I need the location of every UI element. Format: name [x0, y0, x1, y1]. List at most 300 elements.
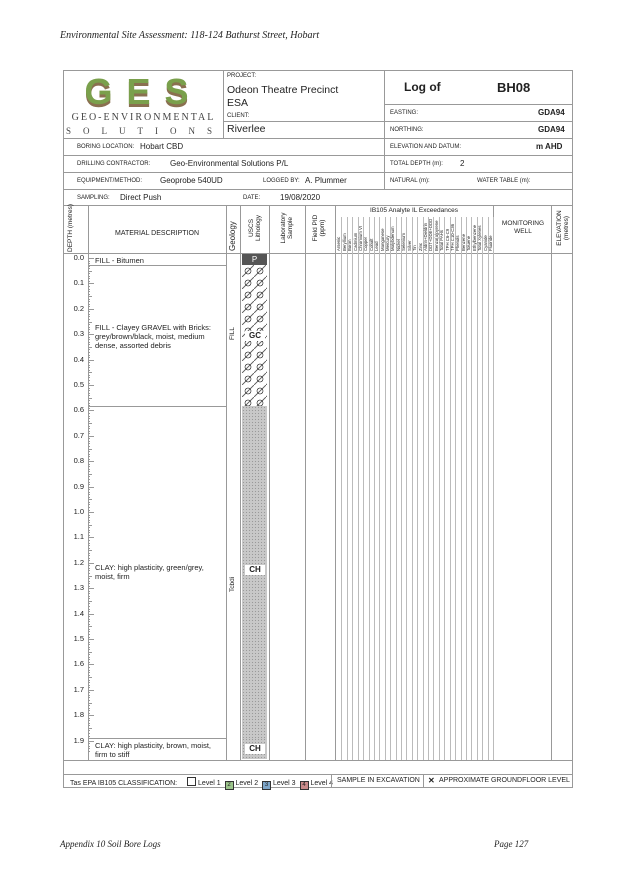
analyte-column-line — [406, 217, 407, 760]
depth-tick — [88, 634, 90, 635]
lab-sample-column-header: Laboratory Sample — [280, 212, 294, 244]
level2-swatch: 2 — [225, 781, 234, 790]
analyte-label: Tin — [412, 245, 418, 251]
depth-label: 1.6 — [73, 659, 84, 669]
analyte-column-line — [428, 217, 429, 760]
analyte-label: Selenium — [401, 233, 407, 251]
depth-tick — [88, 344, 90, 345]
analyte-column-line — [471, 217, 472, 760]
depth-label: 0.8 — [73, 456, 84, 466]
footer-left: Appendix 10 Soil Bore Logs — [60, 839, 161, 849]
date-label: DATE: — [243, 195, 261, 201]
depth-tick — [88, 324, 90, 325]
depth-tick — [88, 261, 90, 262]
analyte-column-line — [401, 217, 402, 760]
analyte-column-line — [358, 217, 359, 760]
depth-tick — [88, 659, 90, 660]
depth-tick — [88, 644, 90, 645]
depth-tick — [88, 537, 94, 538]
client-name: Riverlee — [227, 123, 266, 135]
depth-tick — [88, 654, 90, 655]
depth-tick — [88, 649, 90, 650]
depth-tick — [88, 390, 90, 391]
depth-tick — [88, 454, 90, 455]
depth-tick — [88, 672, 90, 673]
depth-tick — [88, 637, 90, 638]
depth-tick — [88, 349, 90, 350]
depth-tick — [88, 441, 90, 442]
depth-tick — [88, 410, 94, 411]
depth-tick — [88, 733, 90, 734]
depth-tick — [88, 512, 94, 513]
analyte-label: Total PAHs — [439, 230, 445, 251]
depth-tick — [88, 421, 90, 422]
depth-tick — [88, 624, 90, 625]
analyte-column-line — [390, 217, 391, 760]
depth-tick — [88, 685, 90, 686]
depth-tick — [88, 586, 90, 587]
depth-tick — [88, 469, 90, 470]
analyte-label: Benzo(a)pyrene — [433, 220, 439, 251]
uscs-ch-label-lower: CH — [245, 744, 265, 754]
legend-level4: Level 4 — [310, 780, 334, 787]
depth-tick — [88, 388, 90, 389]
analyte-label: Lead — [374, 241, 380, 251]
depth-tick — [88, 263, 90, 264]
depth-label: 0.6 — [73, 405, 84, 415]
depth-tick — [88, 459, 90, 460]
depth-tick — [88, 609, 90, 610]
depth-tick — [88, 339, 90, 340]
northing-label: NORTHING: — [390, 127, 424, 133]
depth-tick — [88, 558, 90, 559]
depth-tick — [88, 682, 90, 683]
analyte-label: Total Xylenes — [477, 225, 483, 251]
depth-tick — [88, 281, 90, 282]
depth-tick — [88, 520, 90, 521]
depth-tick — [88, 692, 90, 693]
depth-tick — [88, 268, 90, 269]
depth-tick — [88, 598, 90, 599]
analyte-column-line — [493, 217, 494, 760]
depth-tick — [88, 591, 90, 592]
equipment-label: EQUIPMENT/METHOD: — [77, 178, 143, 184]
depth-tick — [88, 311, 90, 312]
logo-letters: GES — [84, 71, 203, 112]
analyte-label: Aldrin+Dieldrin — [422, 222, 428, 251]
depth-tick — [88, 675, 90, 676]
depth-tick — [88, 606, 90, 607]
monitoring-well-header: MONITORING WELL — [501, 220, 545, 235]
depth-tick — [88, 258, 94, 259]
depth-tick — [88, 626, 92, 627]
depth-tick — [88, 730, 90, 731]
depth-tick — [88, 573, 90, 574]
depth-tick — [88, 301, 90, 302]
depth-tick — [88, 614, 94, 615]
depth-tick — [88, 703, 92, 704]
depth-tick — [88, 332, 90, 333]
depth-label: 1.2 — [73, 557, 84, 567]
depth-tick — [88, 474, 92, 475]
depth-tick — [88, 530, 90, 531]
depth-tick — [88, 690, 94, 691]
depth-label: 1.5 — [73, 634, 84, 643]
depth-tick — [88, 380, 90, 381]
depth-tick — [88, 603, 90, 604]
analyte-column-line — [417, 217, 418, 760]
analyte-column-line — [341, 217, 342, 760]
depth-tick — [88, 283, 94, 284]
depth-tick — [88, 568, 90, 569]
depth-tick — [88, 746, 90, 747]
analyte-label: Copper — [363, 236, 369, 251]
layer-description: CLAY: high plasticity, green/grey, moist, firm — [95, 563, 204, 581]
depth-tick — [88, 383, 90, 384]
depth-tick — [88, 667, 90, 668]
analyte-label: Ethylbenzene — [471, 224, 477, 251]
depth-tick — [88, 291, 90, 292]
layer-description: CLAY: high plasticity, brown, moist, firm to stiff — [95, 741, 212, 759]
depth-tick — [88, 728, 92, 729]
depth-label: 0.7 — [73, 430, 84, 440]
depth-tick — [88, 662, 90, 663]
analyte-label: TPH C6-C9 — [444, 228, 450, 251]
depth-tick — [88, 418, 90, 419]
depth-tick — [88, 476, 90, 477]
depth-tick — [88, 713, 90, 714]
depth-label: 1.4 — [73, 608, 84, 618]
depth-tick — [88, 527, 90, 528]
depth-tick — [88, 408, 90, 409]
analyte-column-line — [450, 217, 451, 760]
geology-column-header: Geology — [228, 221, 237, 251]
depth-tick — [88, 428, 90, 429]
depth-tick — [88, 416, 90, 417]
uscs-column-header: USCS Lithology — [248, 214, 262, 242]
depth-tick — [88, 680, 90, 681]
depth-tick — [88, 560, 90, 561]
depth-tick — [88, 670, 90, 671]
depth-tick — [88, 403, 90, 404]
depth-tick — [88, 294, 90, 295]
depth-tick — [88, 464, 90, 465]
groundfloor-level: APPROXIMATE GROUNDFLOOR LEVEL — [439, 777, 570, 784]
northing-value: GDA94 — [538, 125, 565, 134]
logo-line2: SOLUTIONS — [66, 126, 225, 136]
depth-column-header: DEPTH (metres) — [67, 203, 74, 252]
depth-tick — [88, 438, 90, 439]
depth-label: 0.3 — [73, 329, 84, 339]
analyte-column-line — [461, 217, 462, 760]
depth-tick — [88, 570, 90, 571]
easting-value: GDA94 — [538, 108, 565, 117]
drilling-contractor: Geo-Environmental Solutions P/L — [170, 159, 289, 168]
depth-tick — [88, 705, 90, 706]
analyte-column-line — [455, 217, 456, 760]
depth-tick — [88, 299, 90, 300]
depth-tick — [88, 723, 90, 724]
depth-tick — [88, 395, 90, 396]
depth-tick — [88, 581, 90, 582]
depth-tick — [88, 718, 90, 719]
depth-tick — [88, 596, 90, 597]
depth-tick — [88, 502, 90, 503]
depth-tick — [88, 449, 92, 450]
ges-logo — [66, 71, 225, 136]
total-depth: 2 — [460, 159, 465, 168]
elevation-column-header: ELEVATION (metres) — [556, 210, 570, 246]
depth-tick — [88, 423, 92, 424]
analyte-column-line — [412, 217, 413, 760]
depth-tick — [88, 611, 90, 612]
project-sub: ESA — [227, 97, 249, 109]
depth-tick — [88, 725, 90, 726]
footer-right: Page 127 — [494, 839, 529, 849]
depth-tick — [88, 377, 90, 378]
depth-label: 0.2 — [73, 303, 84, 313]
analyte-column-line — [352, 217, 353, 760]
depth-label: 0.5 — [73, 380, 84, 389]
legend-classification-label: Tas EPA IB105 CLASSIFICATION: — [70, 780, 178, 787]
depth-tick — [88, 497, 90, 498]
depth-tick — [88, 479, 90, 480]
depth-tick — [88, 355, 90, 356]
depth-tick — [88, 631, 90, 632]
depth-label: 0.4 — [73, 354, 84, 364]
depth-tick — [88, 743, 90, 744]
depth-tick — [88, 466, 90, 467]
depth-tick — [88, 329, 90, 330]
cross-icon: ✕ — [428, 776, 435, 785]
boring-location: Hobart CBD — [140, 142, 184, 151]
log-of-label: Log of — [404, 80, 441, 94]
drilling-contractor-label: DRILLING CONTRACTOR: — [77, 161, 151, 167]
legend-level1: Level 1 — [198, 780, 221, 787]
depth-tick — [88, 365, 90, 366]
depth-tick — [88, 522, 90, 523]
analyte-label: Chromium VI — [358, 225, 363, 251]
depth-tick — [88, 316, 90, 317]
analyte-label: Mercury — [385, 235, 390, 251]
depth-tick — [88, 296, 92, 297]
depth-tick — [88, 471, 90, 472]
geology-tcbdi: Tcbdi — [229, 576, 236, 592]
elevation-value: m AHD — [536, 142, 563, 151]
depth-tick — [88, 540, 90, 541]
logged-by-label: LOGGED BY: — [263, 178, 300, 184]
depth-tick — [88, 433, 90, 434]
analyte-label: Fluoride — [487, 235, 493, 251]
depth-tick — [88, 484, 90, 485]
depth-tick — [88, 309, 94, 310]
depth-tick — [88, 393, 90, 394]
analyte-column-line — [433, 217, 434, 760]
depth-label: 0.0 — [73, 253, 84, 262]
depth-tick — [88, 647, 90, 648]
legend-level3: Level 3 — [273, 780, 296, 787]
depth-tick — [88, 322, 92, 323]
boring-location-label: BORING LOCATION: — [77, 144, 135, 150]
depth-tick — [88, 271, 92, 272]
depth-tick — [88, 550, 92, 551]
depth-tick — [88, 563, 94, 564]
layer-description: FILL - Bitumen — [95, 256, 144, 265]
analyte-label: Toluene — [466, 235, 472, 251]
depth-tick — [88, 616, 90, 617]
depth-tick — [88, 443, 90, 444]
analyte-label: Silver — [406, 240, 412, 251]
depth-tick — [88, 426, 90, 427]
sampling: Direct Push — [120, 193, 162, 202]
depth-tick — [88, 510, 90, 511]
depth-tick — [88, 515, 90, 516]
depth-tick — [88, 553, 90, 554]
depth-tick — [88, 700, 90, 701]
analyte-label: TPH C10-C36 — [450, 224, 455, 251]
uscs-ch-label: CH — [245, 565, 265, 575]
depth-tick — [88, 504, 90, 505]
client-label: CLIENT: — [227, 113, 250, 119]
depth-tick — [88, 629, 90, 630]
project-name: Odeon Theatre Precinct — [227, 84, 339, 96]
analyte-column-line — [488, 217, 489, 760]
depth-tick — [88, 273, 90, 274]
depth-tick — [88, 588, 94, 589]
depth-tick — [88, 327, 90, 328]
depth-tick — [88, 289, 90, 290]
pid-column-header: Field PID (ppm) — [312, 214, 326, 242]
analyte-column-line — [482, 217, 483, 760]
depth-tick — [88, 555, 90, 556]
depth-tick — [88, 319, 90, 320]
depth-tick — [88, 548, 90, 549]
depth-tick — [88, 576, 92, 577]
depth-tick — [88, 499, 92, 500]
depth-tick — [88, 621, 90, 622]
analyte-label: Boron — [347, 239, 353, 251]
depth-tick — [88, 565, 90, 566]
depth-tick — [88, 715, 94, 716]
depth-label: 1.7 — [73, 684, 84, 694]
date: 19/08/2020 — [280, 193, 321, 202]
layer-description: FILL - Clayey GRAVEL with Bricks: grey/brown/black, moist, medium dense, assorted debris — [95, 323, 212, 350]
elevation-label: ELEVATION AND DATUM: — [390, 144, 462, 150]
depth-tick — [88, 334, 94, 335]
depth-tick — [88, 619, 90, 620]
natural-label: NATURAL (m): — [390, 178, 430, 184]
analyte-label: Molybdenum — [390, 226, 396, 251]
depth-tick — [88, 413, 90, 414]
depth-tick — [88, 461, 94, 462]
analyte-label: Phenols — [455, 235, 461, 251]
depth-tick — [88, 517, 90, 518]
depth-label: 1.3 — [73, 583, 84, 593]
water-table-label: WATER TABLE (m): — [477, 178, 531, 184]
depth-tick — [88, 736, 90, 737]
depth-tick — [88, 347, 92, 348]
analyte-label: Cyanide — [482, 235, 488, 251]
depth-tick — [88, 306, 90, 307]
analyte-column-line — [363, 217, 364, 760]
depth-label: 1.1 — [73, 532, 84, 542]
depth-tick — [88, 342, 90, 343]
analyte-label: Cobalt — [368, 238, 374, 251]
project-label: PROJECT: — [227, 73, 257, 79]
depth-tick — [88, 708, 90, 709]
classification-legend — [70, 777, 333, 790]
sample-in-excavation: SAMPLE IN EXCAVATION — [337, 777, 420, 784]
depth-tick — [88, 352, 90, 353]
legend-level2: Level 2 — [235, 780, 259, 787]
depth-tick — [88, 543, 90, 544]
depth-tick — [88, 385, 94, 386]
depth-tick — [88, 583, 90, 584]
depth-tick — [88, 367, 90, 368]
depth-tick — [88, 314, 90, 315]
depth-tick — [88, 482, 90, 483]
depth-tick — [88, 601, 92, 602]
analyte-column-line — [466, 217, 467, 760]
depth-tick — [88, 652, 92, 653]
depth-tick — [88, 304, 90, 305]
analyte-label: Arsenic — [336, 236, 342, 251]
depth-tick — [88, 664, 94, 665]
analyte-column-line — [374, 217, 375, 760]
depth-tick — [88, 487, 94, 488]
depth-tick — [88, 741, 94, 742]
depth-tick — [88, 370, 90, 371]
analyte-label: Zinc — [417, 242, 423, 251]
depth-tick — [88, 748, 90, 749]
depth-tick — [88, 286, 90, 287]
depth-tick — [88, 398, 92, 399]
depth-tick — [88, 362, 90, 363]
analyte-label: Manganese — [379, 228, 385, 251]
analyte-column-line — [423, 217, 424, 760]
depth-tick — [88, 494, 90, 495]
logo-line1: GEO-ENVIRONMENTAL — [71, 112, 216, 123]
analyte-column-line — [477, 217, 478, 760]
analyte-column-line — [444, 217, 445, 760]
analyte-column-line — [369, 217, 370, 760]
depth-tick — [88, 337, 90, 338]
analyte-column-line — [379, 217, 380, 760]
level3-swatch: 3 — [262, 781, 271, 790]
depth-tick — [88, 545, 90, 546]
depth-tick — [88, 492, 90, 493]
sampling-label: SAMPLING: — [77, 195, 110, 201]
depth-tick — [88, 278, 90, 279]
depth-tick — [88, 657, 90, 658]
depth-tick — [88, 507, 90, 508]
analyte-label: Cadmium — [352, 232, 358, 251]
depth-tick — [88, 710, 90, 711]
depth-label: 0.1 — [73, 278, 84, 288]
uscs-p-block: P — [242, 254, 267, 265]
level1-swatch — [187, 777, 196, 786]
depth-tick — [88, 642, 90, 643]
depth-label: 0.9 — [73, 481, 84, 491]
depth-tick — [88, 535, 90, 536]
analyte-label: Nickel — [395, 239, 401, 251]
analyte-column-line — [396, 217, 397, 760]
depth-tick — [88, 720, 90, 721]
analyte-label: Beryllium — [341, 233, 347, 251]
depth-tick — [88, 451, 90, 452]
equipment: Geoprobe 540UD — [160, 176, 223, 185]
depth-tick — [88, 751, 90, 752]
